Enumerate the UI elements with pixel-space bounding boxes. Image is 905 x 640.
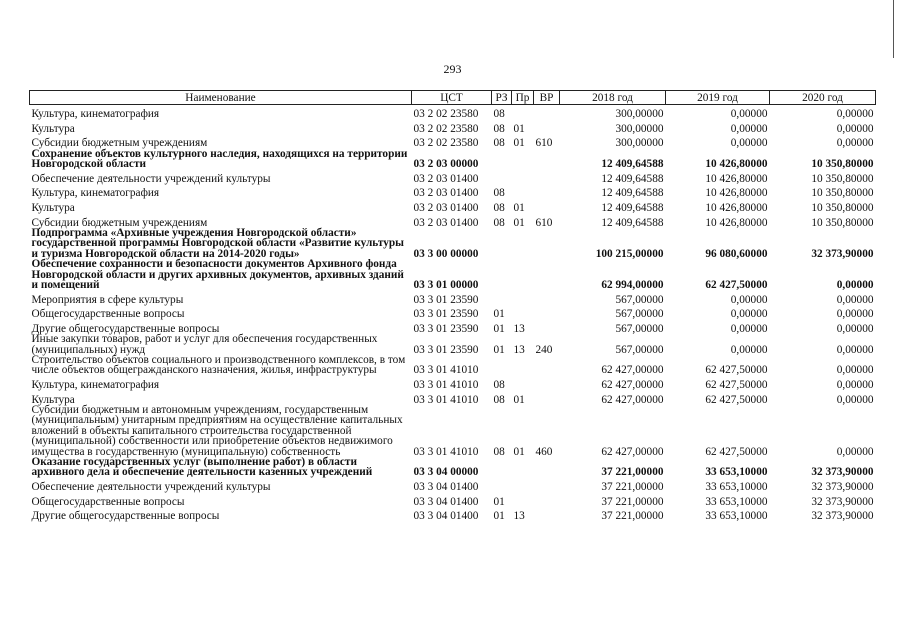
- table-body: [30, 105, 876, 522]
- cell-y2018: 12 409,64588: [601, 201, 664, 214]
- cell-cst: 03 2 02 23580: [413, 122, 479, 135]
- cell-name: Субсидии бюджетным учреждениям: [31, 137, 208, 150]
- cell-y2018: 300,00000: [615, 122, 664, 135]
- cell-y2018: 62 427,00000: [601, 393, 664, 406]
- cell-vr: 610: [535, 216, 553, 229]
- cell-y2019: 62 427,50000: [705, 393, 768, 406]
- header-2018: 2018 год: [560, 91, 666, 105]
- cell-vr: [534, 170, 560, 185]
- cell-vr: [534, 259, 560, 290]
- cell-y2020: 10 350,80000: [811, 216, 874, 229]
- cell-y2018: 62 994,00000: [601, 279, 664, 291]
- cell-y2019: 62 427,50000: [705, 364, 768, 377]
- cell-vr: [534, 355, 560, 376]
- cell-vr: 460: [535, 445, 553, 458]
- cell-pr: 01: [513, 137, 525, 150]
- cell-y2019: 0,00000: [730, 137, 768, 150]
- cell-cst: 03 3 04 01400: [413, 481, 479, 494]
- table-row: [30, 334, 876, 355]
- cell-y2020: 32 373,90000: [811, 510, 874, 523]
- cell-name: Субсидии бюджетным учреждениям: [31, 216, 208, 229]
- header-2020: 2020 год: [770, 91, 876, 105]
- cell-y2020: 0,00000: [836, 364, 874, 377]
- table-row: [30, 213, 876, 228]
- table-row: [30, 492, 876, 507]
- cell-cst: 03 3 01 41010: [413, 393, 479, 406]
- cell-rz: 08: [493, 122, 505, 135]
- cell-y2019: 62 427,50000: [705, 279, 768, 291]
- cell-y2020: 0,00000: [836, 343, 874, 356]
- cell-vr: [534, 120, 560, 135]
- cell-name: Строительство объектов социального и производственного комплексов, в том числе объектов общегражданского назначения, жилья, инфраструктуры: [31, 354, 406, 377]
- cell-y2020: 32 373,90000: [811, 495, 874, 508]
- cell-name: Подпрограмма «Архивные учреждения Новгородской области» государственной программы Новгородской области «Развитие культуры и туризма Новгородской области на 2014-2020 годы»: [31, 226, 404, 260]
- cell-name: Сохранение объектов культурного наследия, находящихся на территории Новгородской области: [31, 147, 408, 171]
- cell-rz: 08: [493, 187, 505, 200]
- cell-rz: [492, 478, 512, 493]
- cell-rz: 08: [493, 201, 505, 214]
- table-row: [30, 259, 876, 290]
- cell-vr: [534, 457, 560, 478]
- cell-pr: [512, 228, 534, 259]
- table-row: [30, 290, 876, 305]
- cell-pr: [512, 305, 534, 320]
- cell-cst: 03 3 01 41010: [413, 445, 479, 458]
- cell-rz: [492, 149, 512, 170]
- cell-y2018: 12 409,64588: [601, 172, 664, 185]
- cell-y2018: 567,00000: [615, 308, 664, 321]
- cell-vr: 610: [535, 137, 553, 150]
- cell-y2020: 0,00000: [836, 122, 874, 135]
- cell-y2019: 33 653,10000: [705, 495, 768, 508]
- table-row: [30, 376, 876, 391]
- cell-pr: 01: [513, 122, 525, 135]
- cell-vr: [534, 184, 560, 199]
- table-row: [30, 149, 876, 170]
- cell-y2020: 0,00000: [836, 293, 874, 306]
- table-row: [30, 478, 876, 493]
- cell-y2019: 10 426,80000: [705, 216, 768, 229]
- cell-name: Обеспечение деятельности учреждений культуры: [31, 172, 271, 185]
- cell-vr: [534, 290, 560, 305]
- cell-cst: 03 3 01 23590: [413, 322, 479, 335]
- cell-y2019: 0,00000: [730, 308, 768, 321]
- table-row: [30, 228, 876, 259]
- cell-name: Культура: [31, 201, 75, 214]
- cell-name: Мероприятия в сфере культуры: [31, 293, 184, 306]
- cell-name: Иные закупки товаров, работ и услуг для обеспечения государственных (муниципальных) нужд: [31, 333, 378, 356]
- table-row: [30, 199, 876, 214]
- cell-name: Обеспечение сохранности и безопасности документов Архивного фонда Новгородской области и других архивных документов, архивных зданий и помещений: [31, 258, 404, 291]
- cell-cst: 03 3 00 00000: [413, 247, 479, 260]
- cell-y2018: 37 221,00000: [601, 495, 664, 508]
- cell-y2020: 0,00000: [836, 137, 874, 150]
- cell-pr: [512, 290, 534, 305]
- header-cst: ЦСТ: [412, 91, 492, 105]
- cell-rz: 01: [493, 343, 505, 356]
- cell-vr: [534, 492, 560, 507]
- table-row: [30, 355, 876, 376]
- cell-rz: [492, 355, 512, 376]
- cell-vr: [534, 305, 560, 320]
- cell-cst: 03 2 03 01400: [413, 216, 479, 229]
- cell-pr: [512, 492, 534, 507]
- cell-pr: [512, 105, 534, 120]
- cell-cst: 03 2 03 01400: [413, 172, 479, 185]
- cell-y2019: 0,00000: [730, 322, 768, 335]
- cell-rz: 08: [493, 379, 505, 391]
- cell-name: Культура, кинематография: [31, 108, 160, 121]
- cell-y2020: 10 350,80000: [811, 158, 874, 171]
- cell-pr: 13: [513, 322, 525, 335]
- cell-y2019: 10 426,80000: [705, 158, 768, 171]
- cell-y2020: 10 350,80000: [811, 201, 874, 214]
- cell-y2020: 0,00000: [836, 308, 874, 321]
- header-name: Наименование: [30, 91, 412, 105]
- cell-y2020: 32 373,90000: [811, 247, 874, 260]
- cell-cst: 03 3 01 23590: [413, 308, 479, 321]
- cell-cst: 03 3 01 41010: [413, 379, 479, 391]
- cell-cst: 03 2 02 23580: [413, 137, 479, 150]
- header-2019: 2019 год: [666, 91, 770, 105]
- cell-name: Общегосударственные вопросы: [31, 495, 185, 508]
- cell-y2018: 62 427,00000: [601, 364, 664, 377]
- cell-y2020: 0,00000: [836, 108, 874, 121]
- cell-name: Обеспечение деятельности учреждений культуры: [31, 481, 271, 494]
- cell-cst: 03 2 03 01400: [413, 187, 479, 200]
- cell-y2020: 32 373,90000: [811, 466, 874, 479]
- cell-vr: [534, 149, 560, 170]
- cell-vr: [534, 105, 560, 120]
- cell-vr: [534, 199, 560, 214]
- cell-cst: 03 3 01 00000: [413, 279, 479, 291]
- cell-rz: [492, 457, 512, 478]
- table-row: [30, 305, 876, 320]
- cell-name: Другие общегосударственные вопросы: [31, 510, 220, 523]
- cell-rz: [492, 290, 512, 305]
- cell-y2018: 62 427,00000: [601, 379, 664, 391]
- cell-y2018: 12 409,64588: [601, 216, 664, 229]
- cell-vr: [534, 478, 560, 493]
- cell-y2018: 567,00000: [615, 293, 664, 306]
- cell-rz: [492, 259, 512, 290]
- cell-rz: 08: [493, 445, 505, 458]
- cell-cst: 03 2 03 01400: [413, 201, 479, 214]
- cell-pr: [512, 259, 534, 290]
- cell-name: Культура: [31, 393, 75, 406]
- cell-name: Общегосударственные вопросы: [31, 308, 185, 321]
- cell-y2019: 10 426,80000: [705, 187, 768, 200]
- cell-rz: 08: [493, 393, 505, 406]
- cell-y2020: 10 350,80000: [811, 172, 874, 185]
- cell-cst: 03 2 02 23580: [413, 108, 479, 121]
- cell-y2020: 0,00000: [836, 445, 874, 458]
- cell-pr: [512, 184, 534, 199]
- cell-vr: [534, 320, 560, 335]
- cell-rz: 08: [493, 216, 505, 229]
- table-row: [30, 134, 876, 149]
- cell-vr: [534, 390, 560, 405]
- cell-pr: 13: [513, 510, 525, 523]
- cell-y2019: 33 653,10000: [705, 481, 768, 494]
- cell-cst: 03 3 04 01400: [413, 510, 479, 523]
- cell-y2020: 0,00000: [836, 322, 874, 335]
- cell-pr: 01: [513, 216, 525, 229]
- cell-rz: 01: [493, 495, 505, 508]
- cell-y2018: 37 221,00000: [601, 481, 664, 494]
- cell-pr: [512, 376, 534, 391]
- cell-pr: [512, 149, 534, 170]
- cell-name: Культура, кинематография: [31, 187, 160, 200]
- table-row: [30, 320, 876, 335]
- table-row: [30, 170, 876, 185]
- table-row: [30, 120, 876, 135]
- cell-y2019: 33 653,10000: [705, 466, 768, 479]
- header-rz: РЗ: [492, 91, 512, 105]
- cell-pr: [512, 457, 534, 478]
- page-edge-line: [893, 0, 894, 58]
- table-row: [30, 405, 876, 457]
- cell-pr: 13: [513, 343, 525, 356]
- cell-name: Другие общегосударственные вопросы: [31, 322, 220, 335]
- cell-rz: [492, 170, 512, 185]
- cell-y2018: 300,00000: [615, 108, 664, 121]
- cell-y2019: 0,00000: [730, 293, 768, 306]
- cell-rz: 01: [493, 308, 505, 321]
- cell-y2019: 10 426,80000: [705, 201, 768, 214]
- cell-cst: 03 3 01 23590: [413, 343, 479, 356]
- cell-rz: 01: [493, 322, 505, 335]
- cell-y2018: 62 427,00000: [601, 445, 664, 458]
- cell-y2019: 0,00000: [730, 343, 768, 356]
- cell-y2018: 567,00000: [615, 322, 664, 335]
- cell-y2019: 62 427,50000: [705, 445, 768, 458]
- cell-y2020: 0,00000: [836, 279, 874, 291]
- cell-rz: [492, 228, 512, 259]
- table-row: [30, 105, 876, 120]
- cell-name: Культура: [31, 122, 75, 135]
- cell-pr: [512, 355, 534, 376]
- cell-y2018: 12 409,64588: [601, 158, 664, 171]
- cell-rz: 08: [493, 108, 505, 121]
- cell-pr: [512, 478, 534, 493]
- cell-vr: [534, 507, 560, 522]
- table-header-row: [30, 91, 876, 105]
- cell-rz: 01: [493, 510, 505, 523]
- table-row: [30, 184, 876, 199]
- cell-y2019: 33 653,10000: [705, 510, 768, 523]
- table-row: [30, 457, 876, 478]
- cell-y2018: 567,00000: [615, 343, 664, 356]
- cell-name: Культура, кинематография: [31, 379, 160, 391]
- cell-y2019: 62 427,50000: [705, 379, 768, 391]
- cell-cst: 03 2 03 00000: [413, 158, 479, 171]
- cell-cst: 03 3 01 23590: [413, 293, 479, 306]
- cell-rz: 08: [493, 137, 505, 150]
- cell-vr: 240: [535, 343, 553, 356]
- header-pr: Пр: [512, 91, 534, 105]
- cell-y2019: 0,00000: [730, 108, 768, 121]
- cell-y2020: 0,00000: [836, 393, 874, 406]
- cell-name: Субсидии бюджетным и автономным учреждениям, государственным (муниципальным) унитарным предприятиям на осуществление капитальных вложений в объекты капитального строительства государственной (муниципальной) собственности или приобретение объектов недвижимого имущества в государственную (муниципальную) собственность: [31, 404, 403, 458]
- cell-y2020: 32 373,90000: [811, 481, 874, 494]
- cell-y2019: 10 426,80000: [705, 172, 768, 185]
- cell-vr: [534, 376, 560, 391]
- cell-pr: 01: [513, 393, 525, 406]
- cell-pr: 01: [513, 445, 525, 458]
- cell-y2018: 300,00000: [615, 137, 664, 150]
- cell-y2018: 37 221,00000: [601, 466, 664, 479]
- table-row: [30, 390, 876, 405]
- page-number: 293: [443, 62, 462, 76]
- cell-pr: 01: [513, 201, 525, 214]
- cell-pr: [512, 170, 534, 185]
- budget-table: [29, 90, 876, 522]
- cell-y2020: 0,00000: [836, 379, 874, 391]
- cell-cst: 03 3 04 00000: [413, 466, 479, 479]
- table-row: [30, 507, 876, 522]
- cell-y2019: 0,00000: [730, 122, 768, 135]
- cell-y2018: 12 409,64588: [601, 187, 664, 200]
- cell-cst: 03 3 01 41010: [413, 364, 479, 377]
- cell-y2020: 10 350,80000: [811, 187, 874, 200]
- header-vr: ВР: [534, 91, 560, 105]
- cell-name: Оказание государственных услуг (выполнение работ) в области архивного дела и обеспечение деятельности казенных учреждений: [31, 456, 373, 479]
- cell-cst: 03 3 04 01400: [413, 495, 479, 508]
- cell-y2019: 96 080,60000: [705, 247, 768, 260]
- cell-y2018: 37 221,00000: [601, 510, 664, 523]
- cell-y2018: 100 215,00000: [595, 247, 664, 260]
- cell-vr: [534, 228, 560, 259]
